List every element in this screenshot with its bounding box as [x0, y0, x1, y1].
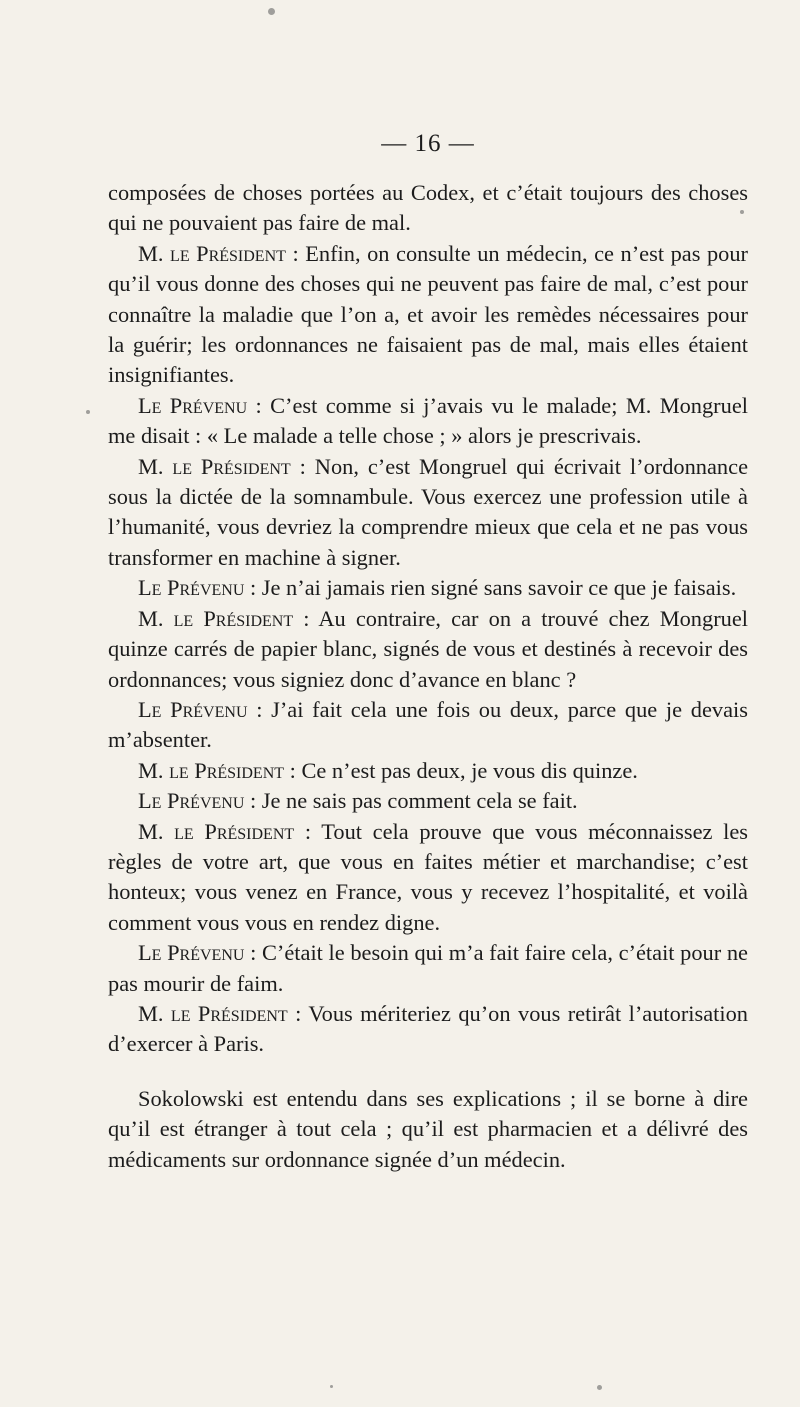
dialogue-text: : Tout cela prouve que vous méconnaissez les règles de votre art, que vous en faites métier et marchandise; c’est honteux; vous venez en France, vous y recevez l’hospitalité, et voilà comment vous vous en rendez digne. [108, 818, 749, 935]
dialogue-text: : C’est comme si j’avais vu le malade; M. Mongruel me disait : « Le malade a telle chose ; » alors je prescrivais. [108, 392, 748, 449]
dialogue-text: : Je n’ai jamais rien signé sans savoir ce que je faisais. [244, 575, 737, 601]
dialogue-paragraph [108, 391, 748, 452]
speaker-name: M. le Président [138, 1000, 288, 1026]
speaker-name: Le Prévenu [138, 696, 248, 722]
paragraph-continuation [108, 178, 748, 239]
dialogue-paragraph [108, 817, 748, 939]
dialogue-text: : Vous mériteriez qu’on vous retirât l’autorisation d’exercer à Paris. [108, 1000, 748, 1057]
page-number: — 16 — [381, 130, 475, 157]
dialogue-text: : Au contraire, car on a trouvé chez Mongruel quinze carrés de papier blanc, signés de vous et destinés à recevoir des ordonnances; vous signiez donc d’avance en blanc ? [108, 605, 749, 692]
speaker-name: M. le Président [138, 605, 294, 631]
speaker-name: Le Prévenu [138, 392, 248, 418]
dialogue-paragraph [108, 786, 748, 816]
speaker-name: Le Prévenu [138, 575, 245, 601]
paper-speck [268, 8, 275, 15]
paper-speck [330, 1385, 333, 1388]
dialogue-paragraph [108, 573, 748, 603]
speaker-name: M. le Président [138, 453, 291, 479]
paper-speck [740, 210, 744, 214]
dialogue-paragraph [108, 999, 748, 1060]
dialogue-text: : Je ne sais pas comment cela se fait. [244, 788, 578, 814]
speaker-name: M. le Président [138, 240, 286, 266]
speaker-name: Le Prévenu [138, 940, 245, 966]
dialogue-paragraph [108, 604, 748, 695]
dialogue-text: : Non, c’est Mongruel qui écrivait l’ordonnance sous la dictée de la somnambule. Vous exercez une profession utile à l’humanité, vous devriez la comprendre mieux que cela et ne pas vous transformer en machine à signer. [108, 453, 749, 570]
dialogue-text: : Ce n’est pas deux, je vous dis quinze. [284, 757, 638, 783]
speaker-name: M. le Président [138, 818, 295, 844]
dialogue-paragraph [108, 938, 748, 999]
narration-text: Sokolowski est entendu dans ses explications ; il se borne à dire qu’il est étranger à tout cela ; qu’il est pharmacien et a délivré des médicaments sur ordonnance signée d’un médecin. [108, 1085, 748, 1172]
dialogue-text: : C’était le besoin qui m’a fait faire cela, c’était pour ne pas mourir de faim. [108, 940, 748, 996]
dialogue-paragraph [108, 756, 748, 786]
speaker-name: Le Prévenu [138, 788, 245, 814]
paper-speck [86, 410, 90, 414]
paragraph-text: composées de choses portées au Codex, et c’était toujours des choses qui ne pouvaient pas faire de mal. [108, 180, 748, 236]
narration-paragraph [108, 1084, 748, 1175]
dialogue-paragraph [108, 695, 748, 756]
speaker-name: M. le Président [138, 757, 285, 783]
dialogue-text: : J’ai fait cela une fois ou deux, parce que je devais m’absenter. [108, 696, 748, 753]
document-page [108, 130, 748, 1175]
dialogue-text: : Enfin, on consulte un médecin, ce n’est pas pour qu’il vous donne des choses qui ne peuvent pas faire de mal, c’est pour connaître la maladie que l’on a, et avoir les remèdes nécessaires pour la guérir; les ordonnances ne faisaient pas de mal, mais elles étaient insignifiantes. [108, 240, 749, 388]
dialogue-paragraph [108, 239, 748, 391]
dialogue-paragraph [108, 452, 748, 574]
paper-speck [597, 1385, 602, 1390]
